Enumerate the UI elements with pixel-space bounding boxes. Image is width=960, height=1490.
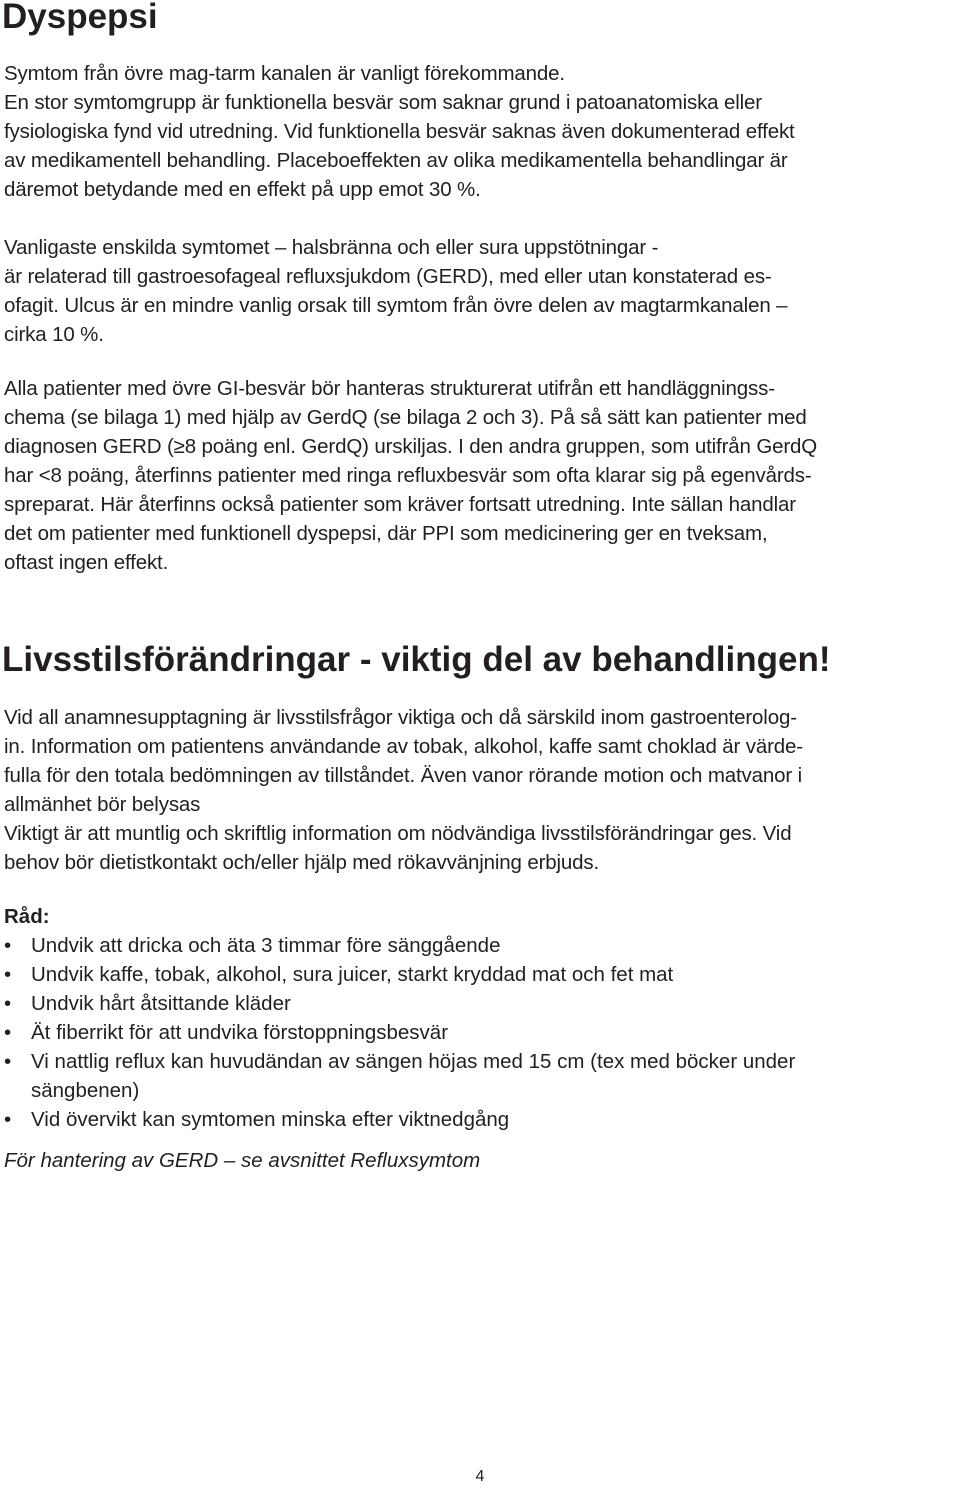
- text-line: ofagit. Ulcus är en mindre vanlig orsak till symtom från övre delen av magtarmkanalen –: [4, 294, 788, 317]
- text-line: fysiologiska fynd vid utredning. Vid funktionella besvär saknas även dokumenterad effekt: [4, 120, 795, 143]
- text-line: diagnosen GERD (≥8 poäng enl. GerdQ) urskiljas. I den andra gruppen, som utifrån GerdQ: [4, 435, 818, 458]
- text-line: cirka 10 %.: [4, 323, 104, 346]
- list-item-text: Vid övervikt kan symtomen minska efter viktnedgång: [31, 1108, 510, 1131]
- text-line: in. Information om patientens användande av tobak, alkohol, kaffe samt choklad är värde-: [4, 735, 803, 758]
- text-line: Vanligaste enskilda symtomet – halsbränna och eller sura uppstötningar -: [4, 236, 659, 259]
- text-line: fulla för den totala bedömningen av tillståndet. Även vanor rörande motion och matvanor i: [4, 764, 803, 787]
- bullet-icon: •: [4, 1108, 12, 1131]
- list-item: [4, 989, 795, 1018]
- text-line: spreparat. Här återfinns också patienter som kräver fortsatt utredning. Inte sällan handlar: [4, 493, 796, 516]
- bullet-icon: •: [4, 934, 12, 957]
- list-item: [4, 1047, 795, 1105]
- list-item: [4, 1018, 795, 1047]
- bullet-icon: •: [4, 1050, 12, 1073]
- text-line: Vid all anamnesupptagning är livsstilsfrågor viktiga och då särskild inom gastroenterolog-: [4, 706, 797, 729]
- list-item-text: Ät fiberrikt för att undvika förstoppningsbesvär: [31, 1021, 449, 1044]
- bullet-icon: •: [4, 992, 12, 1015]
- list-item: [4, 931, 795, 960]
- text-line: däremot betydande med en effekt på upp emot 30 %.: [4, 178, 481, 201]
- text-line: Symtom från övre mag-tarm kanalen är vanligt förekommande.: [4, 62, 565, 85]
- text-line: har <8 poäng, återfinns patienter med ringa refluxbesvär som ofta klarar sig på egenvårds-: [4, 464, 812, 487]
- list-item-text: sängbenen): [31, 1079, 140, 1102]
- list-item-text: Undvik kaffe, tobak, alkohol, sura juicer, starkt kryddad mat och fet mat: [31, 963, 674, 986]
- list-item-text: Vi nattlig reflux kan huvudändan av sängen höjas med 15 cm (tex med böcker under: [31, 1050, 796, 1073]
- list-item: [4, 1105, 795, 1134]
- lifestyle-heading: Livsstilsförändringar - viktig del av behandlingen!: [2, 640, 831, 679]
- text-line: En stor symtomgrupp är funktionella besvär som saknar grund i patoanatomiska eller: [4, 91, 762, 114]
- text-line: allmänhet bör belysas: [4, 793, 201, 816]
- bullet-icon: •: [4, 963, 12, 986]
- page-number: 4: [475, 1468, 485, 1485]
- text-line: oftast ingen effekt.: [4, 551, 169, 574]
- bullet-icon: •: [4, 1021, 12, 1044]
- text-line: chema (se bilaga 1) med hjälp av GerdQ (se bilaga 2 och 3). På så sätt kan patienter med: [4, 406, 807, 429]
- list-item-text: Undvik att dricka och äta 3 timmar före sänggående: [31, 934, 501, 957]
- text-line: Alla patienter med övre GI-besvär bör hanteras strukturerat utifrån ett handläggningss-: [4, 377, 775, 400]
- text-line: är relaterad till gastroesofageal refluxsjukdom (GERD), med eller utan konstaterad es-: [4, 265, 772, 288]
- main-heading: Dyspepsi: [2, 0, 158, 36]
- paragraph-handling: [4, 374, 817, 577]
- advice-list: [4, 931, 795, 1134]
- text-line: behov bör dietistkontakt och/eller hjälp med rökavvänjning erbjuds.: [4, 851, 600, 874]
- paragraph-gerd: [4, 233, 787, 349]
- text-line: Viktigt är att muntlig och skriftlig information om nödvändiga livsstilsförändringar ges. Vid: [4, 822, 792, 845]
- list-item: [4, 960, 795, 989]
- paragraph-intro: [4, 59, 795, 204]
- text-line: av medikamentell behandling. Placeboeffekten av olika medikamentella behandlingar är: [4, 149, 788, 172]
- advice-label: Råd:: [4, 905, 50, 928]
- paragraph-lifestyle: [4, 703, 803, 877]
- text-line: det om patienter med funktionell dyspepsi, där PPI som medicinering ger en tveksam,: [4, 522, 768, 545]
- reference-note: För hantering av GERD – se avsnittet Refluxsymtom: [4, 1149, 481, 1172]
- list-item-text: Undvik hårt åtsittande kläder: [31, 992, 291, 1015]
